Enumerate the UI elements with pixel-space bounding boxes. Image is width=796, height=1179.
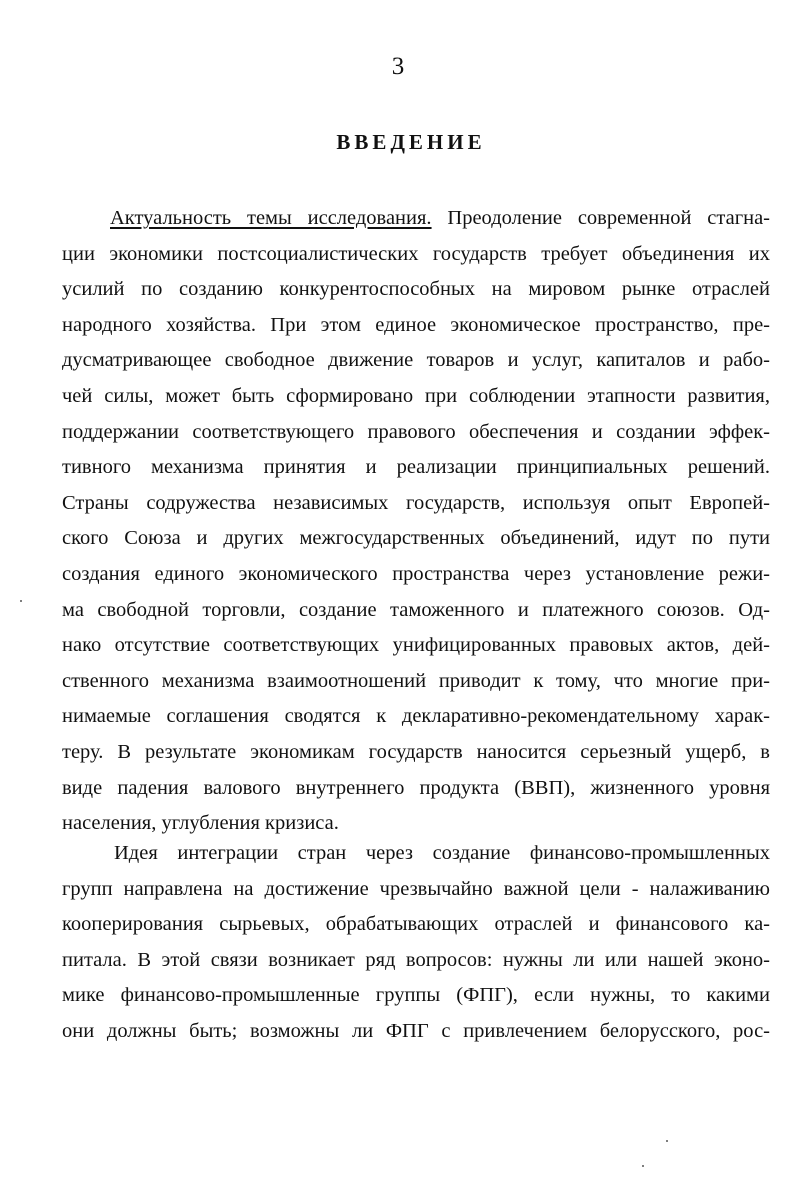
paragraph-line: виде падения валового внутреннего продукта (ВВП), жизненного уровня [62,776,770,799]
paragraph-integration [62,836,770,1050]
page-number: 3 [391,53,405,80]
paragraph-line [62,201,770,237]
paragraph-line: Страны содружества независимых государств, используя опыт Европей- [62,491,770,514]
paragraph-line: мике финансово-промышленные группы (ФПГ), если нужны, то какими [62,984,770,1007]
paragraph-line: создания единого экономического пространства через установление режи- [62,562,770,585]
scan-speck [642,1165,644,1167]
paragraph-line: тивного механизма принятия и реализации принципиальных решений. [62,456,770,479]
relevance-first-line-rest: Преодоление современной стагна- [431,207,770,229]
paragraph-line: кооперирования сырьевых, обрабатывающих отраслей и финансового ка- [62,913,770,936]
paragraph-line: групп направлена на достижение чрезвычайно важной цели - налаживанию [62,877,770,900]
paragraph-relevance [62,201,770,842]
paragraph-line: чей силы, может быть сформировано при соблюдении этапности развития, [62,384,770,407]
paragraph-line: нако отсутствие соответствующих унифицированных правовых актов, дей- [62,634,770,657]
paragraph-line: дусматривающее свободное движение товаров и услуг, капиталов и рабо- [62,349,770,372]
scan-speck [666,1140,668,1142]
paragraph-line: ского Союза и других межгосударственных объединений, идут по пути [62,527,770,550]
paragraph-line: они должны быть; возможны ли ФПГ с привлечением белорусского, рос- [62,1019,770,1042]
paragraph-line: питала. В этой связи возникает ряд вопросов: нужны ли или нашей эконо- [62,948,770,971]
paragraph-line: усилий по созданию конкурентоспособных на мировом рынке отраслей [62,278,770,301]
paragraph-line: ции экономики постсоциалистических государств требует объединения их [62,242,770,265]
paragraph-line: теру. В результате экономикам государств наносится серьезный ущерб, в [62,740,770,763]
paragraph-line: народного хозяйства. При этом единое экономическое пространство, пре- [62,313,770,336]
paragraph-line: поддержании соответствующего правового обеспечения и создании эффек- [62,420,770,443]
scan-speck [20,600,22,602]
section-heading: ВВЕДЕНИЕ [336,130,486,154]
paragraph-line: ственного механизма взаимоотношений приводит к тому, что многие при- [62,669,770,692]
paragraph-line: Идея интеграции стран через создание финансово-промышленных [114,842,770,864]
paragraph-line: ма свободной торговли, создание таможенного и платежного союзов. Од- [62,598,770,621]
relevance-lead: Актуальность темы исследования. [110,207,432,229]
paragraph-line: населения, углубления кризиса. [62,812,339,835]
paragraph-line: нимаемые соглашения сводятся к декларативно-рекомендательному харак- [62,705,770,728]
